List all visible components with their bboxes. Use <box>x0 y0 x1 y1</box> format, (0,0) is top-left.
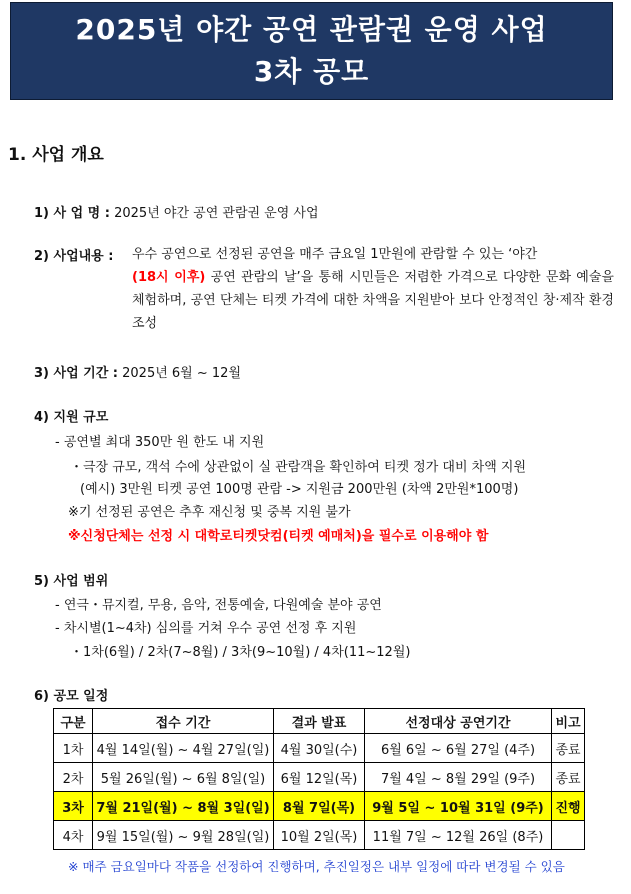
scope-line-1: - 연극・뮤지컬, 무용, 음악, 전통예술, 다원예술 분야 공연 <box>55 598 382 613</box>
content-label-text: 2) 사업내용 : <box>34 249 114 264</box>
table-row <box>54 734 585 763</box>
table-cell: 5월 26일(월) ~ 6월 8일(일) <box>93 763 274 792</box>
title-line2: 3차 공모 <box>253 55 370 88</box>
scope-line-3: ・1차(6월) / 2차(7~8월) / 3차(9~10월) / 4차(11~12월) <box>70 645 411 660</box>
table-cell <box>552 821 585 850</box>
support-line-5: ※신청단체는 선정 시 대학로티켓닷컴(티켓 예매처)을 필수로 이용해야 함 <box>68 529 489 544</box>
period-value: 2025년 6월 ~ 12월 <box>122 366 242 381</box>
table-cell: 종료 <box>552 734 585 763</box>
table-cell: 10월 2일(목) <box>274 821 365 850</box>
header-cell: 구분 <box>54 709 93 734</box>
content-text-pre: 우수 공연으로 선정된 공연을 매주 금요일 1만원에 관람할 수 있는 ‘야간 <box>132 247 538 262</box>
table-cell: 3차 <box>54 792 93 821</box>
support-line-2: ・극장 규모, 객석 수에 상관없이 실 관람객을 확인하여 티켓 정가 대비 차액 지원 <box>70 460 527 475</box>
header-cell: 비고 <box>552 709 585 734</box>
table-cell: 6월 12일(목) <box>274 763 365 792</box>
table-cell: 7월 21일(월) ~ 8월 3일(일) <box>93 792 274 821</box>
content-text-post: 공연 관람의 날’을 통해 시민들은 저렴한 가격으로 다양한 문화 예술을 체험하며, 공연 단체는 티켓 가격에 대한 차액을 지원받아 보다 안정적인 창·제작 환경 조성 <box>132 270 614 331</box>
table-header-row <box>54 709 585 734</box>
header-cell: 결과 발표 <box>274 709 365 734</box>
header-cell: 선정대상 공연기간 <box>365 709 552 734</box>
table-cell: 진행 <box>552 792 585 821</box>
item-name <box>34 202 319 221</box>
period-label: 3) 사업 기간 : <box>34 366 118 381</box>
title-banner <box>10 2 613 100</box>
table-cell: 6월 6일 ~ 6월 27일 (4주) <box>365 734 552 763</box>
table-cell: 8월 7일(목) <box>274 792 365 821</box>
scope-label: 5) 사업 범위 <box>34 574 109 589</box>
table-cell: 7월 4일 ~ 8월 29일 (9주) <box>365 763 552 792</box>
table-cell: 9월 5일 ~ 10월 31일 (9주) <box>365 792 552 821</box>
table-row <box>54 763 585 792</box>
support-line-4: ※기 선정된 공연은 추후 재신청 및 중복 지원 불가 <box>68 505 351 520</box>
table-cell: 1차 <box>54 734 93 763</box>
table-cell: 종료 <box>552 763 585 792</box>
table-row-highlighted <box>54 792 585 821</box>
content-description <box>132 243 614 335</box>
table-cell: 2차 <box>54 763 93 792</box>
name-value: 2025년 야간 공연 관람권 운영 사업 <box>114 206 319 221</box>
footnote: ※ 매주 금요일마다 작품을 선정하여 진행하며, 추진일정은 내부 일정에 따라 변경될 수 있음 <box>68 859 565 874</box>
table-cell: 4월 14일(월) ~ 4월 27일(일) <box>93 734 274 763</box>
table-cell: 11월 7일 ~ 12월 26일 (8주) <box>365 821 552 850</box>
item-period <box>34 362 241 381</box>
schedule-table <box>53 708 585 850</box>
table-cell: 4월 30일(수) <box>274 734 365 763</box>
schedule-label: 6) 공모 일정 <box>34 689 109 704</box>
title-line1: 2025년 야간 공연 관람권 운영 사업 <box>75 13 548 46</box>
content-label <box>34 245 113 264</box>
support-line-1: - 공연별 최대 350만 원 한도 내 지원 <box>55 435 265 450</box>
content-text-red: (18시 이후) <box>132 270 206 285</box>
section-heading: 1. 사업 개요 <box>8 145 104 165</box>
table-cell: 9월 15일(월) ~ 9월 28일(일) <box>93 821 274 850</box>
support-line-3: (예시) 3만원 티켓 공연 100명 관람 -> 지원금 200만원 (차액 2만원*100명) <box>80 482 519 497</box>
table-cell: 4차 <box>54 821 93 850</box>
scope-line-2: - 차시별(1~4차) 심의를 거쳐 우수 공연 선정 후 지원 <box>55 621 357 636</box>
header-cell: 접수 기간 <box>93 709 274 734</box>
table-row <box>54 821 585 850</box>
name-label: 1) 사 업 명 : <box>34 206 110 221</box>
support-label: 4) 지원 규모 <box>34 410 109 425</box>
